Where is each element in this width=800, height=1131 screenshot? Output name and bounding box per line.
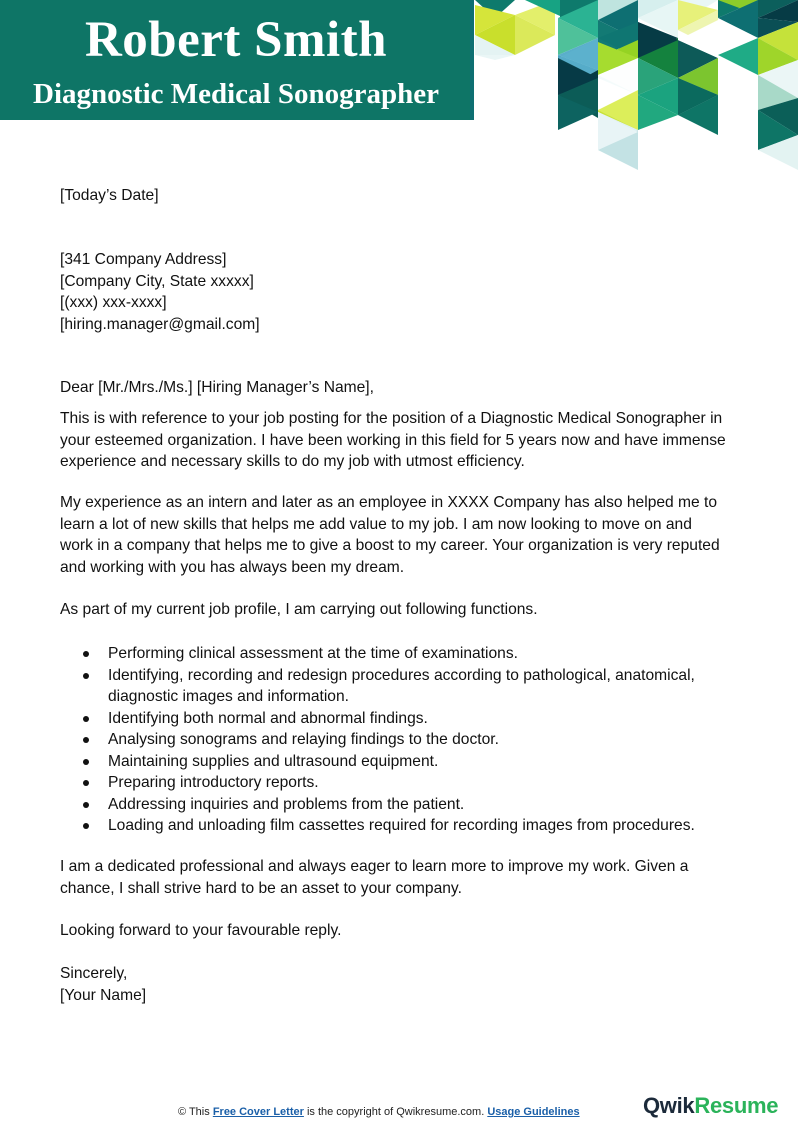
list-item <box>60 729 695 751</box>
paragraph-line: experience and necessary skills to do my job with utmost efficiency. <box>60 453 525 470</box>
list-item <box>60 643 695 665</box>
address-line: [(xxx) xxx-xxxx] <box>60 294 167 311</box>
list-item <box>60 772 695 794</box>
copyright-prefix: © This <box>178 1106 213 1118</box>
logo-text-qwik: Qwik <box>643 1093 695 1118</box>
usage-guidelines-link[interactable]: Usage Guidelines <box>487 1106 580 1118</box>
address-line: [hiring.manager@gmail.com] <box>60 315 260 333</box>
address-line: [Company City, State xxxxx] <box>60 272 254 290</box>
list-item <box>60 751 695 773</box>
list-item-text: Identifying both normal and abnormal findings. <box>108 709 428 727</box>
list-item <box>60 708 695 730</box>
logo-text-resume: Resume <box>694 1093 779 1118</box>
bullet-icon <box>83 737 89 743</box>
paragraph-line: This is with reference to your job posting for the position of a Diagnostic Medical Sonographer in <box>60 410 723 427</box>
paragraph-closing <box>60 856 688 899</box>
list-item <box>60 815 695 837</box>
list-item-text: Identifying, recording and redesign procedures according to pathological, anatomical, <box>108 666 695 684</box>
signature-block <box>60 963 146 1006</box>
list-item-text: Addressing inquiries and problems from the patient. <box>108 795 465 813</box>
list-item-text: Maintaining supplies and ultrasound equipment. <box>108 752 439 770</box>
bullet-icon <box>83 823 89 829</box>
signature-name: [Your Name] <box>60 986 147 1004</box>
paragraph-line: and working with you has always been my dream. <box>60 558 405 576</box>
recipient-address <box>60 249 260 335</box>
address-line: [341 Company Address] <box>60 251 227 268</box>
paragraph-line: I am a dedicated professional and always eager to learn more to improve my work. Given a <box>60 858 689 875</box>
bullet-icon <box>83 759 89 765</box>
free-cover-letter-link[interactable]: Free Cover Letter <box>212 1106 304 1118</box>
signoff: Sincerely, <box>60 965 128 982</box>
applicant-job-title: Diagnostic Medical Sonographer <box>33 78 439 110</box>
list-item <box>60 665 695 708</box>
bullet-icon <box>83 716 89 722</box>
paragraph-line: work in a company that helps me to give a boost to my career. Your organization is very reputed <box>60 537 720 554</box>
paragraph-line: learn a lot of new skills that helps me add value to my job. I am now looking to move on and <box>60 515 692 533</box>
copyright-notice <box>178 1106 580 1118</box>
job-functions-list <box>60 643 695 837</box>
header-banner <box>0 0 472 120</box>
closing-line: Looking forward to your favourable reply. <box>60 922 342 939</box>
paragraph-line: chance, I shall strive hard to be an asset to your company. <box>60 879 462 897</box>
copyright-middle: is the copyright of Qwikresume.com. <box>303 1106 488 1118</box>
list-item-text: Loading and unloading film cassettes required for recording images from procedures. <box>108 817 695 834</box>
date-line: [Today’s Date] <box>60 187 159 204</box>
paragraph-experience <box>60 492 720 578</box>
paragraph-line: My experience as an intern and later as an employee in XXXX Company has also helped me to <box>60 494 718 511</box>
paragraph-intro <box>60 408 726 473</box>
paragraph-line: your esteemed organization. I have been working in this field for 5 years now and have immense <box>60 431 726 449</box>
list-item <box>60 794 695 816</box>
list-item-text: Performing clinical assessment at the time of examinations. <box>108 645 518 662</box>
applicant-name: Robert Smith <box>84 12 388 68</box>
bullet-icon <box>83 651 89 657</box>
paragraph-functions-intro: As part of my current job profile, I am carrying out following functions. <box>60 601 538 618</box>
bullet-icon <box>83 780 89 786</box>
list-item-text: diagnostic images and information. <box>108 688 349 705</box>
list-item-text: Preparing introductory reports. <box>108 774 319 791</box>
salutation: Dear [Mr./Mrs./Ms.] [Hiring Manager’s Name], <box>60 379 374 396</box>
list-item-text: Analysing sonograms and relaying findings to the doctor. <box>108 731 499 748</box>
qwikresume-logo <box>643 1093 778 1119</box>
bullet-icon <box>83 673 89 679</box>
bullet-icon <box>83 802 89 808</box>
decorative-triangle-pattern <box>470 0 800 170</box>
